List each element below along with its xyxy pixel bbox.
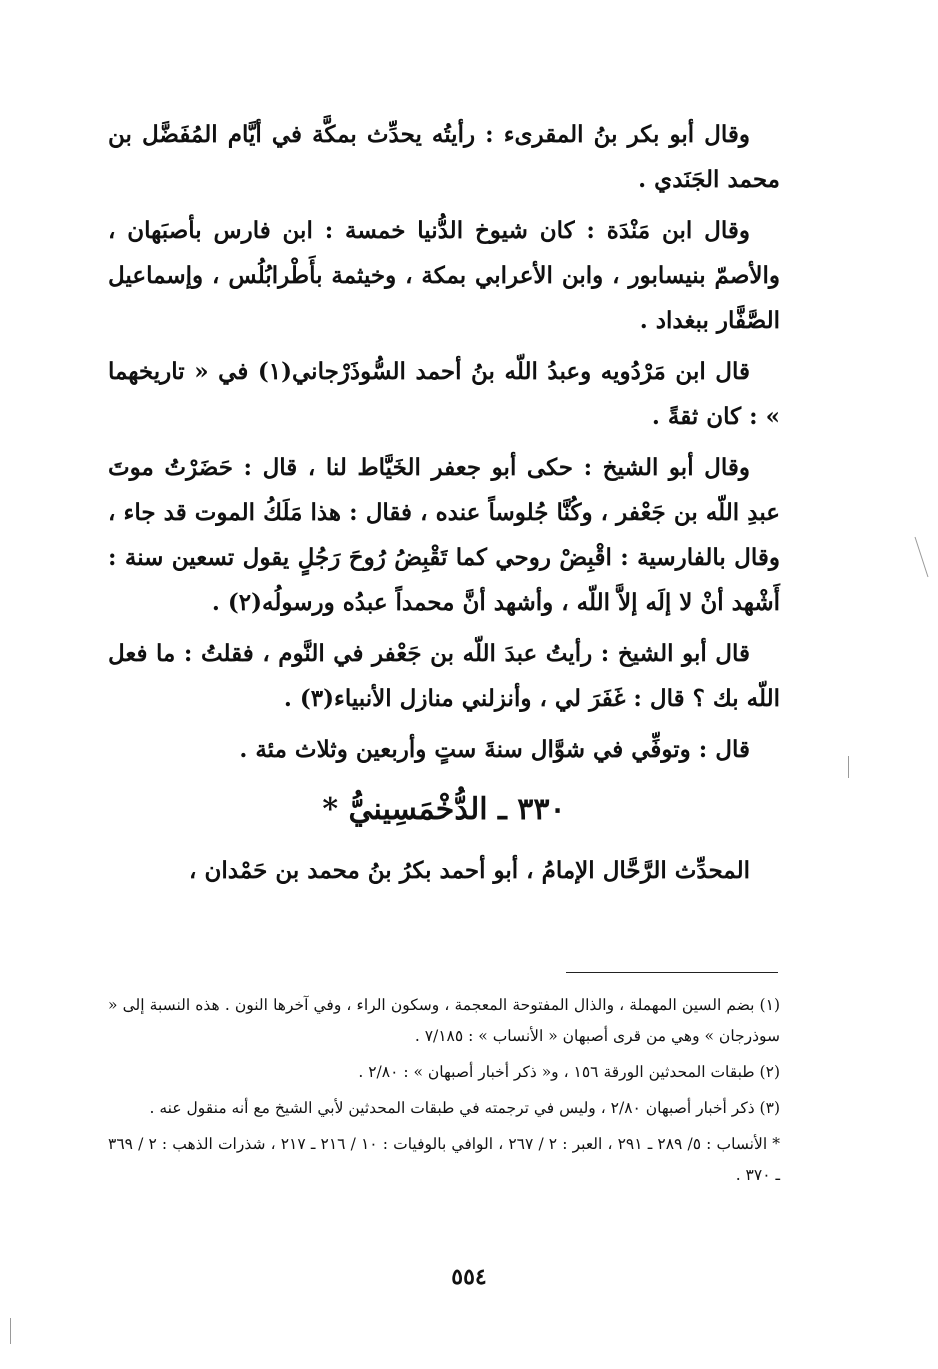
paragraph-abu-al-shaykh-dream: قال أبو الشيخ : رأيتُ عبدَ اللّه بن جَعْفر في النَّوم ، فقلتُ : ما فعل اللّه بك ؟ قال : غَفَرَ لي ، وأنزلني منازل الأنبياء(٣) . xyxy=(108,640,780,712)
footnotes xyxy=(108,990,780,1196)
paragraph-ibn-marduyah: قال ابن مَرْدُويه وعبدُ اللّه بنُ أحمد السُّوذَرْجاني(١) في « تاريخهما » : كان ثقةً . xyxy=(108,358,780,430)
paragraph-ibn-manda: وقال ابن مَنْدَة : كان شيوخ الدُّنيا خمسة : ابن فارس بأصبَهان ، والأصمّ بنيسابور ، وابن الأعرابي بمكة ، وخيثمة بأَطْرابُلُس ، وإسماعيل الصَّفَّار ببغداد . xyxy=(108,217,780,334)
scan-mark xyxy=(848,756,849,778)
page-number: ٥٥٤ xyxy=(451,1264,487,1290)
paragraph-death-date: قال : وتوفِّي في شوَّال سنةَ ستٍ وأربعين وثلاث مئة . xyxy=(239,736,750,763)
main-text xyxy=(108,112,780,893)
entry-opening: المحدِّث الرَّحَّال الإمامُ ، أبو أحمد بكرُ بنُ محمد بن حَمْدان ، xyxy=(189,857,750,884)
footnote-sources: * الأنساب : ٥/ ٢٨٩ ـ ٢٩١ ، العبر : ٢ / ٢٦٧ ، الوافي بالوفيات : ١٠ / ٢١٦ ـ ٢١٧ ، شذرات الذهب : ٢ / ٣٦٩ ـ ٣٧٠ . xyxy=(108,1135,780,1184)
paragraph-abu-al-shaykh-death: وقال أبو الشيخ : حكى أبو جعفر الخَيَّاط لنا ، قال : حَضَرْتُ موتَ عبدِ اللّه بن جَعْفر ، وكُنَّا جُلوساً عنده ، فقال : هذا مَلَكُ الموت قد جاء ، وقال بالفارسية : اقْبِضْ روحي كما تَقْبِضُ رُوحَ رَجُلٍ يقول تسعين سنة : أَشْهد أنْ لا إلَه إلاَّ اللّه ، وأشهد أنَّ محمداً عبدُه ورسولُه(٢) . xyxy=(108,454,780,616)
footnote-3: (٣) ذكر أخبار أصبهان ٢/٨٠ ، وليس في ترجمته في طبقات المحدثين لأبي الشيخ مع أنه منقول عنه . xyxy=(149,1099,780,1117)
paragraph-ibn-al-muqri: وقال أبو بكر بنُ المقرىء : رأيتُه يحدِّث بمكَّة في أيَّام المُفَضَّل بن محمد الجَنَدي . xyxy=(108,121,780,193)
footnote-1: (١) بضم السين المهملة ، والذال المفتوحة المعجمة ، وسكون الراء ، وفي آخرها النون . هذه النسبة إلى « سوذرجان » وهي من قرى أصبهان « الأنساب » : ٧/١٨٥ . xyxy=(108,996,780,1045)
scan-mark xyxy=(10,1318,11,1344)
scan-mark xyxy=(915,537,929,577)
footnote-2: (٢) طبقات المحدثين الورقة ١٥٦ ، و« ذكر أخبار أصبهان » : ٢/٨٠ . xyxy=(358,1063,780,1081)
entry-heading: ٣٣٠ ـ الدُّخْمَسِينيُّ * xyxy=(322,792,566,827)
footnote-separator xyxy=(566,972,778,973)
